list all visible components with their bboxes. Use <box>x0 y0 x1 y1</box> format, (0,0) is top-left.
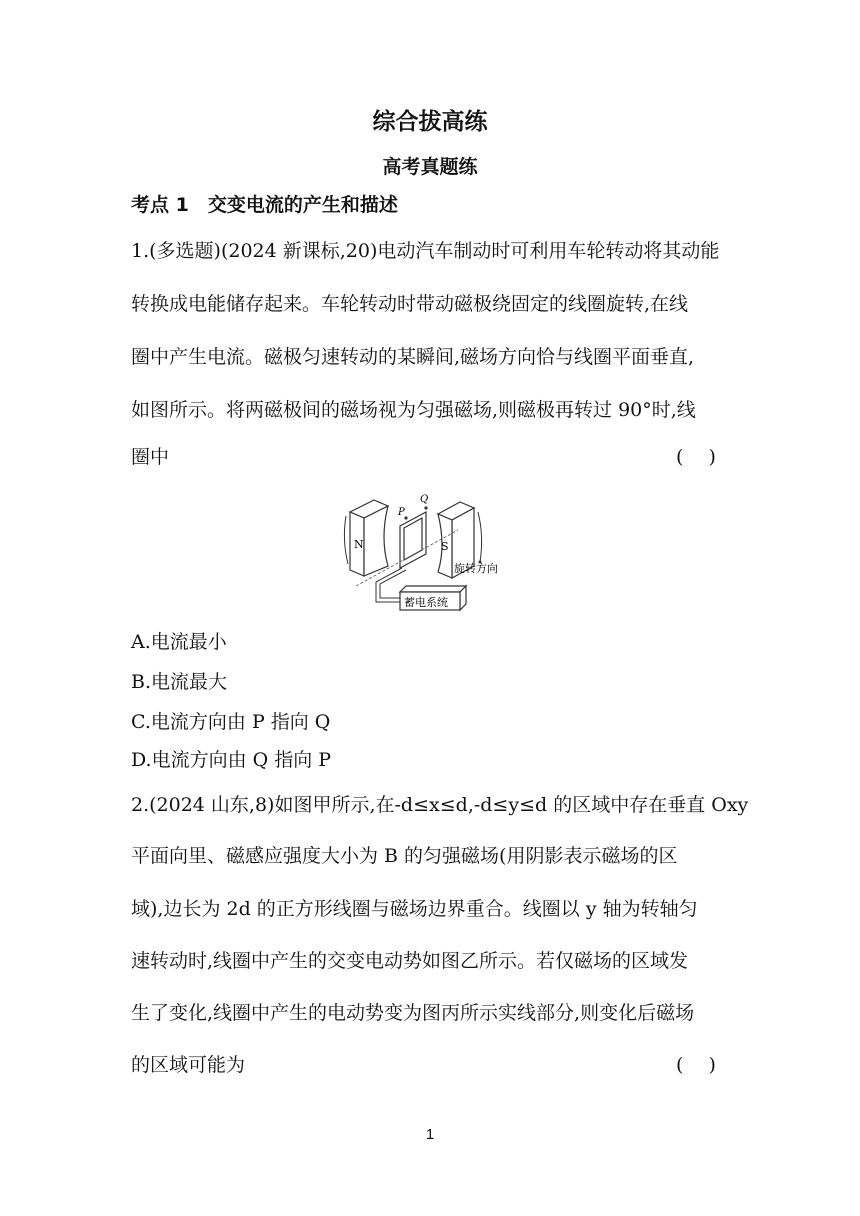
storage-label: 蓄电系统 <box>404 596 448 609</box>
section-heading: 考点 1 交变电流的产生和描述 <box>131 194 398 216</box>
q2-line-5: 生了变化,线圈中产生的电动势变为图丙所示实线部分,则变化后磁场 <box>131 1002 695 1024</box>
q1-line-2: 转换成电能储存起来。车轮转动时带动磁极绕固定的线圈旋转,在线 <box>131 293 689 315</box>
label-q: Q <box>420 494 429 505</box>
label-p: P <box>398 507 405 518</box>
rotation-label: 旋转方向 <box>454 562 498 575</box>
coil <box>400 512 426 568</box>
q1-option-a: A.电流最小 <box>131 631 227 653</box>
page-number: 1 <box>425 1126 435 1143</box>
q2-answer-bracket: ( ) <box>676 1054 716 1076</box>
q2-line-1: 2.(2024 山东,8)如图甲所示,在-d≤x≤d,-d≤y≤d 的区域中存在垂直 Oxy <box>131 794 749 816</box>
q2-line-4: 速转动时,线圈中产生的交变电动势如图乙所示。若仅磁场的区域发 <box>131 950 689 972</box>
s-label: S <box>441 540 449 553</box>
q1-line-4: 如图所示。将两磁极间的磁场视为匀强磁场,则磁极再转过 90°时,线 <box>131 399 696 421</box>
rotation-arrow-right <box>478 512 482 562</box>
q1-option-c: C.电流方向由 P 指向 Q <box>131 711 331 733</box>
q1-option-b: B.电流最大 <box>131 671 228 693</box>
q1-line-5: 圈中 <box>131 446 170 468</box>
q2-line-6: 的区域可能为 <box>131 1054 246 1076</box>
rotation-arrow-left <box>344 516 348 564</box>
n-label: N <box>354 538 364 551</box>
generator-diagram <box>340 490 525 615</box>
q2-line-3: 域),边长为 2d 的正方形线圈与磁场边界重合。线圈以 y 轴为转轴匀 <box>131 898 698 920</box>
q1-answer-bracket: ( ) <box>676 446 716 468</box>
page-subtitle: 高考真题练 <box>382 156 478 178</box>
q1-line-3: 圈中产生电流。磁极匀速转动的某瞬间,磁场方向恰与线圈平面垂直, <box>131 346 695 368</box>
q2-line-2: 平面向里、磁感应强度大小为 B 的匀强磁场(用阴影表示磁场的区 <box>131 845 678 867</box>
q1-line-1: 1.(多选题)(2024 新课标,20)电动汽车制动时可利用车轮转动将其动能 <box>131 240 720 262</box>
q1-option-d: D.电流方向由 Q 指向 P <box>131 749 332 771</box>
page-title: 综合拔高练 <box>372 109 488 135</box>
